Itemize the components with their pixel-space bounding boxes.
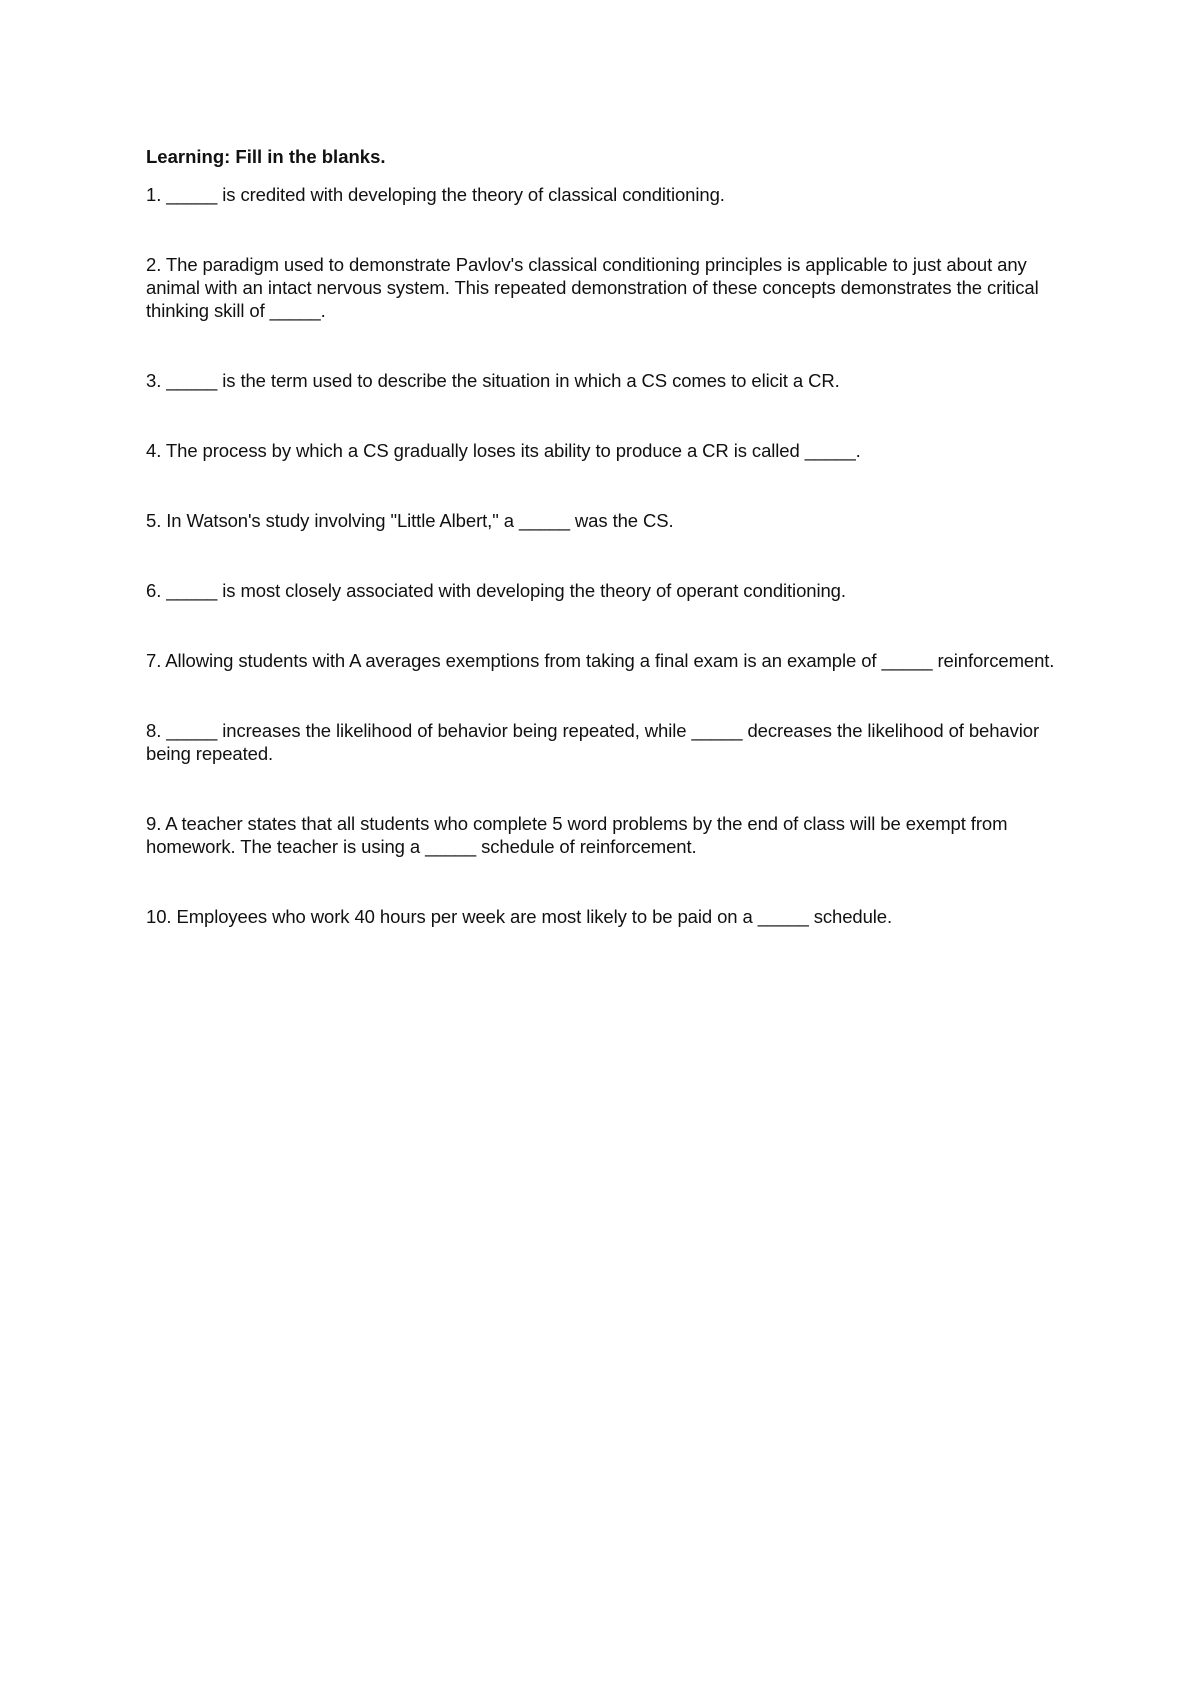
question-6: 6. _____ is most closely associated with developing the theory of operant conditioning. <box>146 580 846 601</box>
question-10: 10. Employees who work 40 hours per week are most likely to be paid on a _____ schedule. <box>146 906 893 927</box>
question-3: 3. _____ is the term used to describe the situation in which a CS comes to elicit a CR. <box>146 370 840 391</box>
question-5: 5. In Watson's study involving "Little Albert," a _____ was the CS. <box>146 510 674 531</box>
worksheet-title: Learning: Fill in the blanks. <box>146 146 386 167</box>
question-8: 8. _____ increases the likelihood of behavior being repeated, while _____ decreases the likelihood of behavior being repeated. <box>146 720 1040 764</box>
question-7: 7. Allowing students with A averages exemptions from taking a final exam is an example of _____ reinforcement. <box>146 650 1055 671</box>
worksheet-page <box>146 145 1076 975</box>
question-9: 9. A teacher states that all students who complete 5 word problems by the end of class will be exempt from homework. The teacher is using a _____ schedule of reinforcement. <box>146 813 1008 857</box>
question-4: 4. The process by which a CS gradually loses its ability to produce a CR is called _____. <box>146 440 861 461</box>
question-1: 1. _____ is credited with developing the theory of classical conditioning. <box>146 184 725 205</box>
question-2: 2. The paradigm used to demonstrate Pavlov's classical conditioning principles is applicable to just about any animal with an intact nervous system. This repeated demonstration of these concepts demonstrates the critical thinking skill of _____. <box>146 254 1039 321</box>
